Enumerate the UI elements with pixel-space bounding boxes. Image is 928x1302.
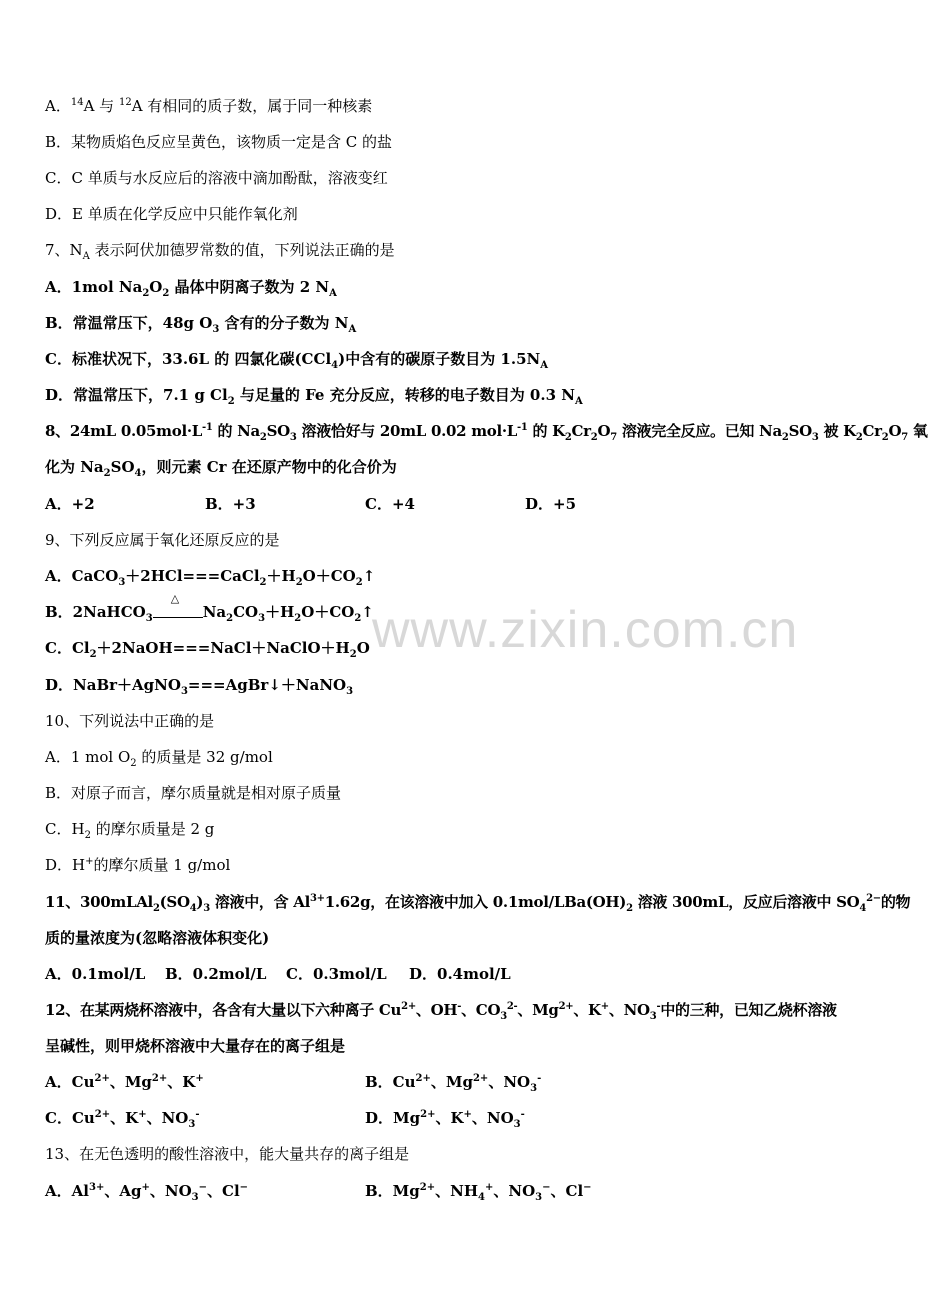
watermark: www.zixin.com.cn [372, 601, 799, 659]
q11-option-a: A．0.1mol/L [45, 965, 146, 983]
q12-option-d: D．$Mg^{2+}$、K+、$NO_3^-$ [365, 1109, 525, 1130]
q8-option-b: B．+3 [205, 495, 256, 513]
q8-stem-line2: 化为 $Na_2SO_4$，则元素 Cr 在还原产物中的化合价为 [45, 458, 397, 479]
q11-stem-line2: 质的量浓度为(忽略溶液体积变化) [45, 929, 270, 947]
q10-option-b: B．对原子而言，摩尔质量就是相对原子质量 [45, 784, 342, 802]
q11-option-d: D．0.4mol/L [409, 965, 511, 983]
prev-option-c: C．C 单质与水反应后的溶液中滴加酚酞，溶液变红 [45, 169, 388, 187]
prev-option-b: B．某物质焰色反应呈黄色，该物质一定是含 C 的盐 [45, 133, 393, 151]
q12-option-b: B．$Cu^{2+}$、$Mg^{2+}$、$NO_3^-$ [365, 1073, 542, 1094]
q11-option-c: C．0.3mol/L [286, 965, 387, 983]
q9-stem: 9、下列反应属于氧化还原反应的是 [45, 531, 280, 549]
q10-option-d: D．H+的摩尔质量 1 g/mol [45, 856, 231, 874]
q11-stem-line1: 11、$300mLAl_2(SO_4)_3$ 溶液中，含 $Al^{3+}1.62g$，在该溶液中加入 $0.1mol/LBa(OH)_2$ 溶液 300mL，反应后溶液中 $SO_4^{2-}$的物 [45, 893, 911, 914]
q9-option-d: D．NaBr＋AgNO$_3$===AgBr↓＋NaNO$_3$ [45, 676, 354, 697]
q7-option-d: D．常温常压下，7.1 g $Cl_2$ 与足量的 Fe 充分反应，转移的电子数目为 0.3 $N_A$ [45, 386, 583, 407]
q12-option-c: C．$Cu^{2+}$、K+、$NO_3^-$ [45, 1109, 200, 1130]
q11-option-b: B．0.2mol/L [165, 965, 267, 983]
q8-option-c: C．+4 [365, 495, 415, 513]
q8-option-d: D．+5 [525, 495, 577, 513]
q9-option-a: A．$CaCO_3+2HCl===CaCl_2+H_2O+CO_2↑$ [45, 567, 376, 588]
q12-option-a: A．$Cu^{2+}$、$Mg^{2+}$、K+ [45, 1073, 204, 1091]
q7-stem: 7、$N_A$ 表示阿伏加德罗常数的值，下列说法正确的是 [45, 241, 395, 262]
q7-option-b: B．常温常压下，48g $O_3$ 含有的分子数为 $N_A$ [45, 314, 357, 335]
q8-stem-line1: 8、24mL $0.05mol\cdot L^{-1}$ 的 $Na_2SO_3$ 溶液恰好与 20mL 0.02 $mol\cdot L^{-1}$ 的 $K_2Cr_2O_7$ 溶液完全反应。已知 $Na_2SO_3$ 被 $K_2Cr_2O_7$ 氧 [45, 422, 928, 443]
q10-stem: 10、下列说法中正确的是 [45, 712, 215, 730]
q7-option-c: C．标准状况下，33.6L 的 四氯化碳(CCl$_4$)中含有的碳原子数目为 $1.5N_A$ [45, 350, 549, 371]
q7-option-a: A．1mol $Na_2O_2$ 晶体中阴离子数为 2 $N_A$ [45, 278, 337, 299]
q10-option-c: C．$H_2$ 的摩尔质量是 2 g [45, 820, 215, 841]
q13-stem: 13、在无色透明的酸性溶液中，能大量共存的离子组是 [45, 1145, 410, 1163]
q12-stem-line2: 呈碱性，则甲烧杯溶液中大量存在的离子组是 [45, 1037, 346, 1055]
heat-symbol: △ [153, 602, 203, 622]
prev-option-a: A．$^{14}$A 与 $^{12}$A 有相同的质子数，属于同一种核素 [45, 97, 373, 115]
prev-option-d: D．E 单质在化学反应中只能作氧化剂 [45, 205, 298, 223]
q13-option-a: A．$Al^{3+}$、Ag+、$NO_3^-$、Cl− [45, 1182, 249, 1203]
q9-option-b: B．2NaHCO$_3$ △ $Na_2CO_3+H_2O+CO_2↑$ [45, 592, 374, 624]
q10-option-a: A．1 mol $O_2$ 的质量是 32 g/mol [45, 748, 273, 769]
q13-option-b: B．$Mg^{2+}$、$NH_4^+$、$NO_3^-$、Cl− [365, 1182, 592, 1203]
q8-option-a: A．+2 [45, 495, 95, 513]
q9-option-c: C．$Cl_2+2NaOH===NaCl+NaClO+H_2O$ [45, 639, 370, 660]
q12-stem-line1: 12、在某两烧杯溶液中，各含有大量以下六种离子 $Cu^{2+}$、OH-、$CO_3^{2-}$、$Mg^{2+}$、K+、$NO_3^-$中的三种，已知乙烧杯溶液 [45, 1001, 837, 1022]
